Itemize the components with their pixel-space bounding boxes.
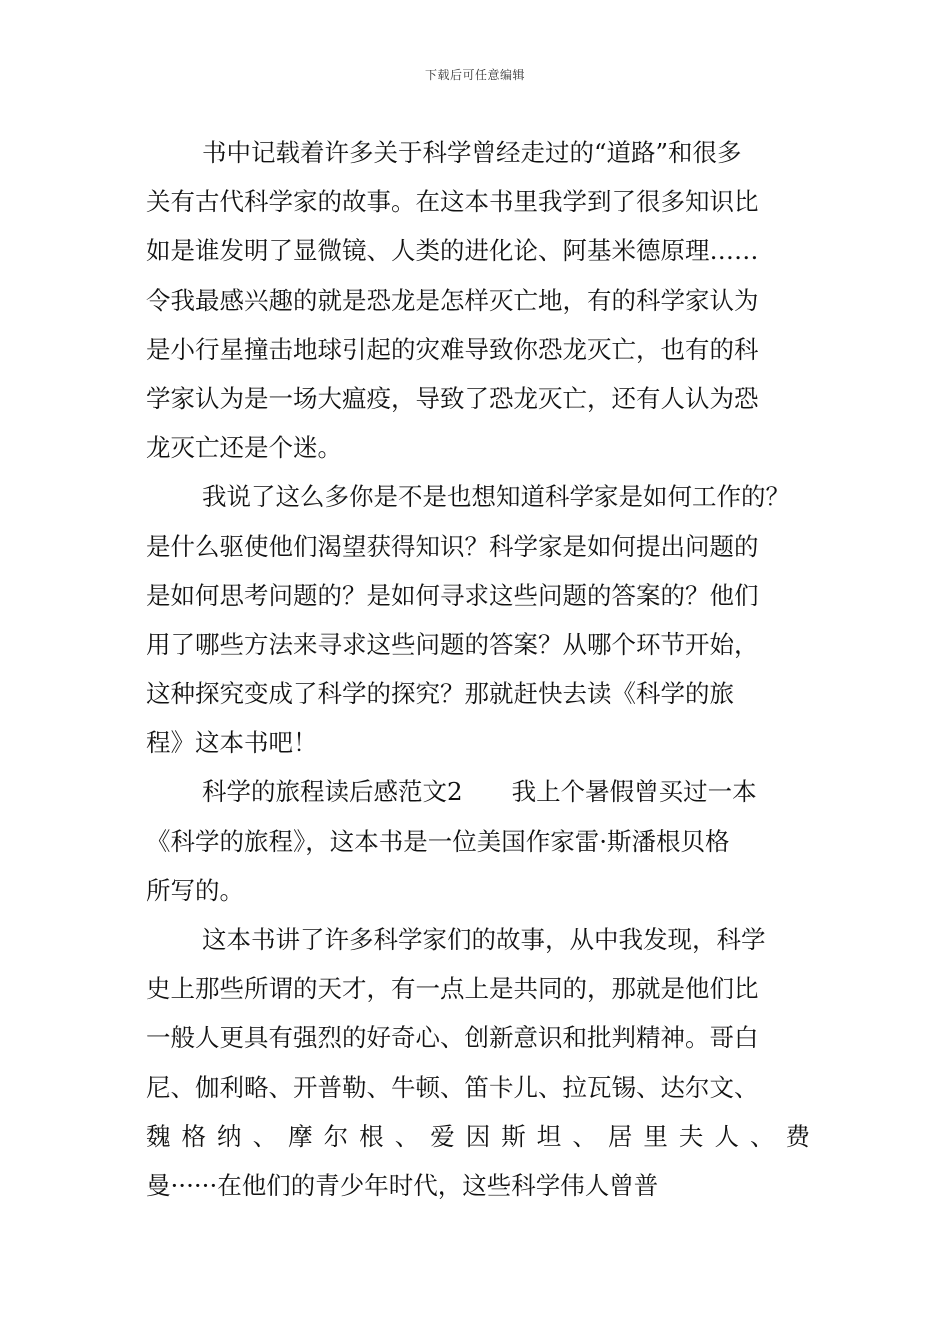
text-line: 这种探究变成了科学的探究？那就赶快去读《科学的旅: [146, 679, 734, 709]
text-line: 尼、伽利略、开普勒、牛顿、笛卡儿、拉瓦锡、达尔文、: [146, 1072, 759, 1102]
text-line: 是小行星撞击地球引起的灾难导致你恐龙灭亡，也有的科: [146, 334, 759, 364]
text-line: 魏格纳、摩尔根、爱因斯坦、居里夫人、费: [146, 1121, 810, 1151]
text-line: 龙灭亡还是个迷。: [146, 433, 342, 463]
text-line: 一般人更具有强烈的好奇心、创新意识和批判精神。哥白: [146, 1023, 759, 1053]
text-line: 是如何思考问题的？是如何寻求这些问题的答案的？他们: [146, 580, 759, 610]
text-line: 史上那些所谓的天才，有一点上是共同的，那就是他们比: [146, 974, 759, 1004]
text-line: 所写的。: [146, 875, 244, 905]
text-line: 用了哪些方法来寻求这些问题的答案？从哪个环节开始，: [146, 629, 759, 659]
text-line: 程》这本书吧！: [146, 728, 318, 758]
text-line: 科学的旅程读后感范文2 我上个暑假曾买过一本: [202, 777, 757, 807]
text-line: 关有古代科学家的故事。在这本书里我学到了很多知识比: [146, 187, 759, 217]
page-header-note: 下载后可任意编辑: [424, 68, 525, 82]
text-line: 学家认为是一场大瘟疫，导致了恐龙灭亡，还有人认为恐: [146, 383, 759, 413]
text-line: 令我最感兴趣的就是恐龙是怎样灭亡地，有的科学家认为: [146, 285, 759, 315]
text-line: 曼······在他们的青少年时代，这些科学伟人曾普: [146, 1170, 659, 1200]
text-line: 这本书讲了许多科学家们的故事，从中我发现，科学: [202, 925, 766, 954]
text-line: 书中记载着许多关于科学曾经走过的“道路”和很多: [202, 138, 742, 167]
text-line: 《科学的旅程》，这本书是一位美国作家雷·斯潘根贝格: [146, 826, 730, 856]
text-line: 我说了这么多你是不是也想知道科学家是如何工作的？: [202, 482, 790, 512]
document-body: [146, 128, 810, 1210]
text-line: 如是谁发明了显微镜、人类的进化论、阿基米德原理……: [146, 236, 759, 266]
text-line: 是什么驱使他们渴望获得知识？科学家是如何提出问题的: [146, 531, 759, 561]
